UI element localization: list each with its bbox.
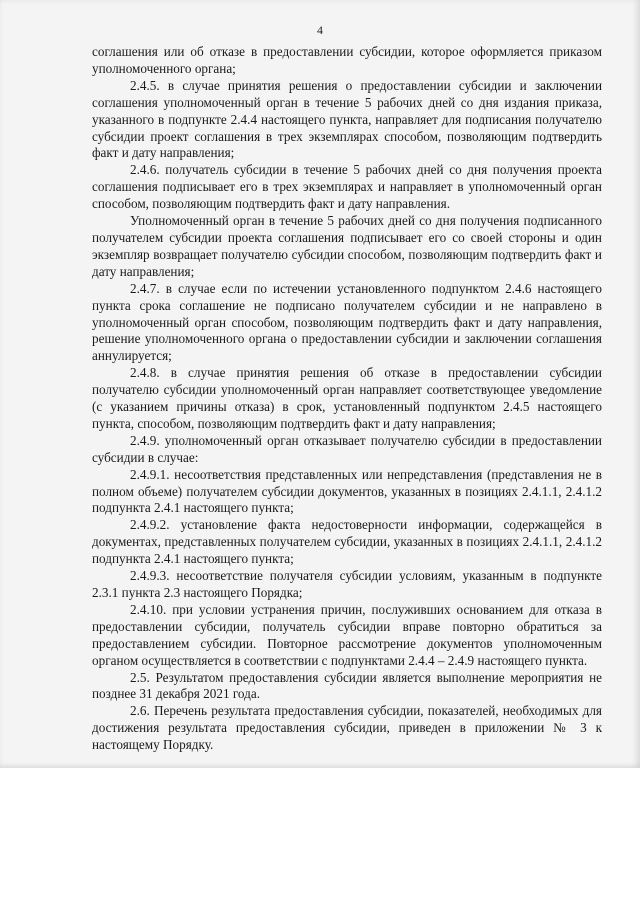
paragraph: 2.5. Результатом предоставления субсидии является выполнение мероприятия не позднее 31 декабря 2021 года. [92,669,602,702]
paragraph: 2.4.8. в случае принятия решения об отказе в предоставлении субсидии получателю субсидии уполномоченный орган направляет соответствующее уведомление (с указанием причины отказа) в срок, установленный подпунктом 2.4.5 настоящего пункта, способом, позволяющим подтвердить факт и дату направления; [92,365,602,431]
paragraph: 2.6. Перечень результата предоставления субсидии, показателей, необходимых для достижения результата предоставления субсидии, приведен в приложении № 3 к настоящему Порядку. [92,703,602,753]
paragraph: 2.4.10. при условии устранения причин, послуживших основанием для отказа в предоставлении субсидии, получатель субсидии вправе повторно обратиться за предоставлением субсидии. Повторное рассмотрение документов уполномоченным органом осуществляется в соответствии с подпунктами 2.4.4 – 2.4.9 настоящего пункта. [92,601,602,668]
paragraph: 2.4.9.3. несоответствие получателя субсидии условиям, указанным в подпункте 2.3.1 пункта 2.3 настоящего Порядка; [92,568,602,600]
paragraph: 2.4.5. в случае принятия решения о предоставлении субсидии и заключении соглашения уполномоченный орган в течение 5 рабочих дней со дня издания приказа, указанного в подпункте 2.4.4 настоящего пункта, направляет для подписания получателю субсидии проект соглашения в трех экземплярах способом, позволяющим подтвердить факт и дату направления; [92,77,602,161]
paragraph: 2.4.7. в случае если по истечении установленного подпунктом 2.4.6 настоящего пункта срока соглашение не подписано получателем субсидии и не направлено в уполномоченный орган способом, позволяющим подтвердить факт и дату направления, решение уполномоченного органа о предоставлении субсидии и заключении соглашения аннулируется; [92,280,602,364]
paragraph: соглашения или об отказе в предоставлении субсидии, которое оформляется приказом уполномоченного органа; [92,44,602,76]
document-body [92,44,602,754]
paragraph: 2.4.6. получатель субсидии в течение 5 рабочих дней со дня получения проекта соглашения подписывает его в трех экземплярах и направляет в уполномоченный орган способом, позволяющим подтвердить факт и дату направления. [92,162,602,212]
paragraph: 2.4.9. уполномоченный орган отказывает получателю субсидии в предоставлении субсидии в случае: [92,432,602,465]
paragraph: Уполномоченный орган в течение 5 рабочих дней со дня получения подписанного получателем субсидии проекта соглашения подписывает его со своей стороны и один экземпляр возвращает получателю субсидии способом, позволяющим подтвердить факт и дату направления; [92,213,602,279]
paragraph: 2.4.9.2. установление факта недостоверности информации, содержащейся в документах, представленных получателем субсидии, указанных в позициях 2.4.1.1, 2.4.1.2 подпункта 2.4.1 настоящего пункта; [92,517,602,567]
paragraph: 2.4.9.1. несоответствия представленных или непредставления (представления не в полном объеме) получателем субсидии документов, указанных в позициях 2.4.1.1, 2.4.1.2 подпункта 2.4.1 настоящего пункта; [92,466,602,516]
page-number: 4 [317,23,323,37]
